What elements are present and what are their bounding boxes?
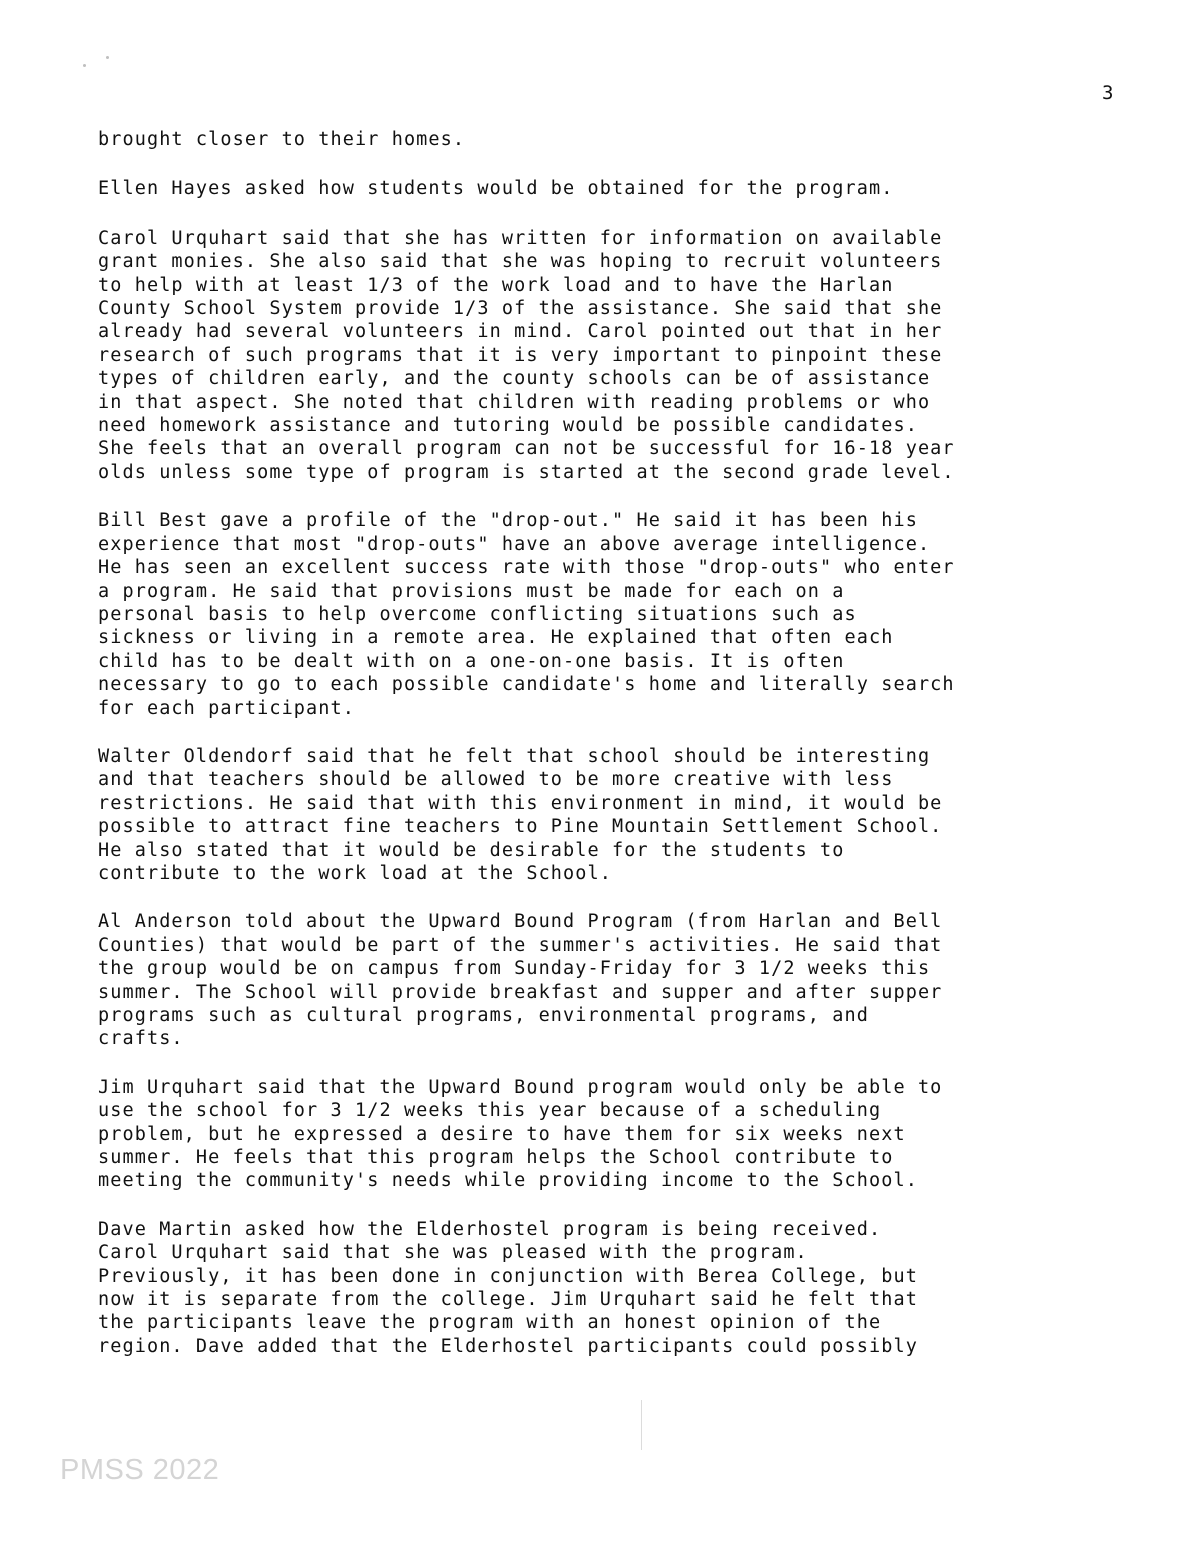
paragraph-dave-martin: Dave Martin asked how the Elderhostel program is being received. Carol Urquhart said that she was pleased with the program. Previously, it has been done in conjunction with Berea College, but now it is separate from the college. Jim Urquhart said he felt that the participants leave the program with an honest opinion of the region. Dave added that the Elderhostel participants could possibly (98, 1218, 918, 1357)
watermark: PMSS 2022 (60, 1454, 220, 1486)
paragraph-walter-oldendorf: Walter Oldendorf said that he felt that school should be interesting and that teachers should be allowed to be more creative with less restrictions. He said that with this environment in mind, it would be possible to attract fine teachers to Pine Mountain Settlement School. He also stated that it would be desirable for the students to contribute to the work load at the School. (98, 745, 943, 884)
paper-speck (106, 56, 109, 59)
document-body (98, 128, 1118, 1383)
page-number: 3 (1102, 82, 1114, 104)
paragraph-al-anderson: Al Anderson told about the Upward Bound Program (from Harlan and Bell Counties) that would be part of the summer's activities. He said that the group would be on campus from Sunday-Friday for 3 1/2 weeks this summer. The School will provide breakfast and supper and after supper programs such as cultural programs, environmental programs, and crafts. (98, 911, 943, 1050)
paper-speck (83, 64, 86, 67)
paragraph-bill-best: Bill Best gave a profile of the "drop-out." He said it has been his experience that most "drop-outs" have an above average intelligence. He has seen an excellent success rate with those "drop-outs" who enter a program. He said that provisions must be made for each on a personal basis to help overcome conflicting situations such as sickness or living in a remote area. He explained that often each child has to be dealt with on a one-on-one basis. It is often necessary to go to each possible candidate's home and literally search for each participant. (98, 510, 955, 719)
paper-crease (641, 1400, 642, 1450)
paragraph-continuation: brought closer to their homes. (98, 129, 466, 150)
paragraph-carol-urquhart: Carol Urquhart said that she has written for information on available grant monies. She also said that she was hoping to recruit volunteers to help with at least 1/3 of the work load and to have the Harlan County School System provide 1/3 of the assistance. She said that she already had several volunteers in mind. Carol pointed out that in her research of such programs that it is very important to pinpoint these types of children early, and the county schools can be of assistance in that aspect. She noted that children with reading problems or who need homework assistance and tutoring would be possible candidates. She feels that an overall program can not be successful for 16-18 year olds unless some type of program is started at the second grade level. (98, 227, 955, 483)
paragraph-ellen-hayes: Ellen Hayes asked how students would be obtained for the program. (98, 178, 894, 200)
paragraph-jim-urquhart: Jim Urquhart said that the Upward Bound program would only be able to use the school for 3 1/2 weeks this year because of a scheduling problem, but he expressed a desire to have them for six weeks next summer. He feels that this program helps the School contribute to meeting the community's needs while providing income to the School. (98, 1076, 943, 1192)
